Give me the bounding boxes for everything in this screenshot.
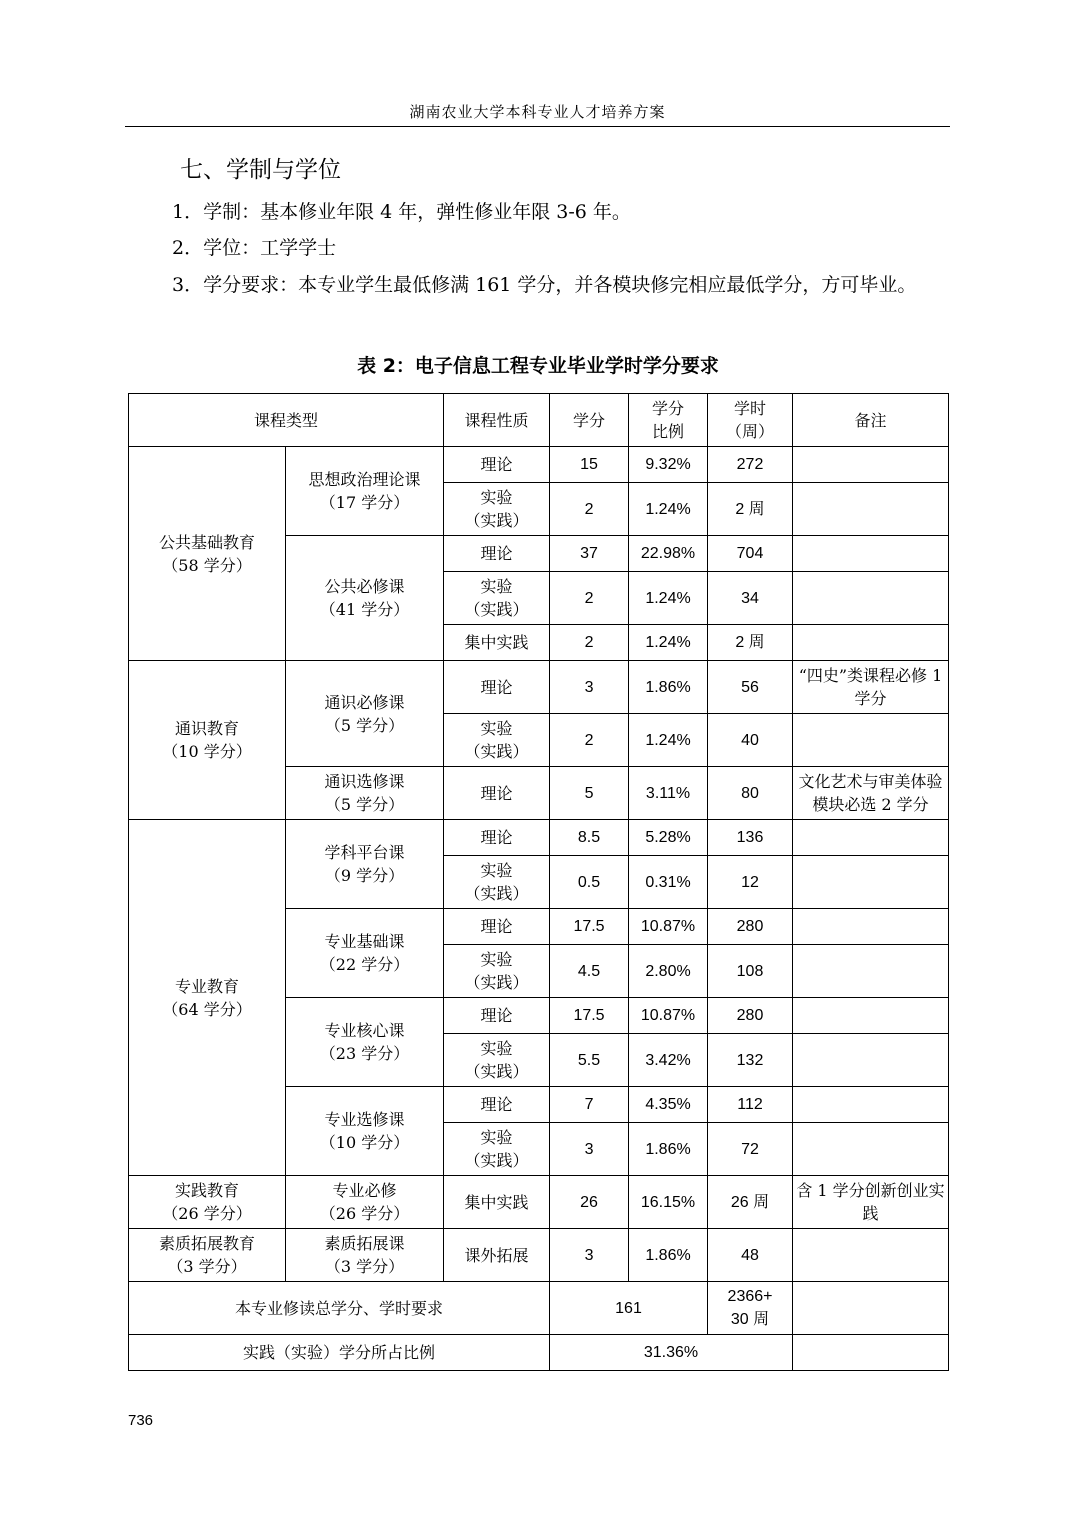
credit-cell: 17.5 bbox=[550, 998, 629, 1034]
note-cell bbox=[793, 1123, 949, 1176]
credit-cell: 3 bbox=[550, 661, 629, 714]
section-title: 七、学制与学位 bbox=[180, 157, 341, 183]
nature-cell: 理论 bbox=[444, 536, 550, 572]
hours-cell: 40 bbox=[708, 714, 793, 767]
credit-cell: 2 bbox=[550, 714, 629, 767]
ratio-cell: 1.24% bbox=[629, 483, 708, 536]
paragraph-degree: 2．学位：工学学士 bbox=[172, 237, 337, 259]
category-cell: 专业教育 （64 学分） bbox=[129, 820, 286, 1176]
ratio-cell: 10.87% bbox=[629, 998, 708, 1034]
note-cell bbox=[793, 998, 949, 1034]
ratio-cell: 9.32% bbox=[629, 447, 708, 483]
table-row bbox=[129, 1229, 949, 1282]
running-header: 湖南农业大学本科专业人才培养方案 bbox=[125, 98, 950, 127]
note-cell bbox=[793, 714, 949, 767]
note-cell bbox=[793, 820, 949, 856]
total-label: 本专业修读总学分、学时要求 bbox=[129, 1282, 550, 1335]
note-cell bbox=[793, 625, 949, 661]
ratio-cell: 2.80% bbox=[629, 945, 708, 998]
note-cell bbox=[793, 1335, 949, 1371]
ratio-cell: 1.86% bbox=[629, 1229, 708, 1282]
practice-ratio-label: 实践（实验）学分所占比例 bbox=[129, 1335, 550, 1371]
nature-cell: 实验 （实践） bbox=[444, 483, 550, 536]
hours-cell: 12 bbox=[708, 856, 793, 909]
table-row bbox=[129, 447, 949, 483]
credit-cell: 2 bbox=[550, 572, 629, 625]
hours-cell: 80 bbox=[708, 767, 793, 820]
nature-cell: 理论 bbox=[444, 909, 550, 945]
nature-cell: 实验 （实践） bbox=[444, 714, 550, 767]
note-cell: “四史”类课程必修 1 学分 bbox=[793, 661, 949, 714]
ratio-cell: 22.98% bbox=[629, 536, 708, 572]
note-cell: 文化艺术与审美体验模块必选 2 学分 bbox=[793, 767, 949, 820]
credit-cell: 7 bbox=[550, 1087, 629, 1123]
ratio-cell: 1.24% bbox=[629, 625, 708, 661]
table-header-row bbox=[129, 394, 949, 447]
subcategory-cell: 通识选修课 （5 学分） bbox=[286, 767, 444, 820]
note-cell: 含 1 学分创新创业实践 bbox=[793, 1176, 949, 1229]
credit-cell: 8.5 bbox=[550, 820, 629, 856]
ratio-cell: 5.28% bbox=[629, 820, 708, 856]
total-hours: 2366+ 30 周 bbox=[708, 1282, 793, 1335]
subcategory-cell: 专业选修课 （10 学分） bbox=[286, 1087, 444, 1176]
header-note: 备注 bbox=[793, 394, 949, 447]
hours-cell: 72 bbox=[708, 1123, 793, 1176]
hours-cell: 272 bbox=[708, 447, 793, 483]
nature-cell: 理论 bbox=[444, 1087, 550, 1123]
note-cell bbox=[793, 483, 949, 536]
nature-cell: 集中实践 bbox=[444, 1176, 550, 1229]
header-course-nature: 课程性质 bbox=[444, 394, 550, 447]
hours-cell: 280 bbox=[708, 909, 793, 945]
subcategory-cell: 专业基础课 （22 学分） bbox=[286, 909, 444, 998]
ratio-cell: 1.24% bbox=[629, 572, 708, 625]
credit-cell: 2 bbox=[550, 483, 629, 536]
practice-ratio-value: 31.36% bbox=[550, 1335, 793, 1371]
hours-cell: 56 bbox=[708, 661, 793, 714]
nature-cell: 集中实践 bbox=[444, 625, 550, 661]
nature-cell: 理论 bbox=[444, 820, 550, 856]
ratio-cell: 10.87% bbox=[629, 909, 708, 945]
note-cell bbox=[793, 536, 949, 572]
header-credit-ratio: 学分 比例 bbox=[629, 394, 708, 447]
table-caption: 表 2：电子信息工程专业毕业学时学分要求 bbox=[357, 355, 719, 377]
hours-cell: 112 bbox=[708, 1087, 793, 1123]
paragraph-schooling: 1．学制：基本修业年限 4 年，弹性修业年限 3-6 年。 bbox=[172, 201, 631, 223]
hours-cell: 132 bbox=[708, 1034, 793, 1087]
category-cell: 公共基础教育 （58 学分） bbox=[129, 447, 286, 661]
table-row bbox=[129, 820, 949, 856]
credit-cell: 26 bbox=[550, 1176, 629, 1229]
note-cell bbox=[793, 1087, 949, 1123]
credit-cell: 2 bbox=[550, 625, 629, 661]
hours-cell: 26 周 bbox=[708, 1176, 793, 1229]
subcategory-cell: 素质拓展课 （3 学分） bbox=[286, 1229, 444, 1282]
ratio-cell: 1.24% bbox=[629, 714, 708, 767]
nature-cell: 实验 （实践） bbox=[444, 856, 550, 909]
credit-cell: 37 bbox=[550, 536, 629, 572]
credit-cell: 5.5 bbox=[550, 1034, 629, 1087]
hours-cell: 34 bbox=[708, 572, 793, 625]
category-cell: 实践教育 （26 学分） bbox=[129, 1176, 286, 1229]
subcategory-cell: 思想政治理论课 （17 学分） bbox=[286, 447, 444, 536]
ratio-cell: 16.15% bbox=[629, 1176, 708, 1229]
hours-cell: 136 bbox=[708, 820, 793, 856]
credit-cell: 17.5 bbox=[550, 909, 629, 945]
hours-cell: 704 bbox=[708, 536, 793, 572]
table-row bbox=[129, 661, 949, 714]
subcategory-cell: 专业核心课 （23 学分） bbox=[286, 998, 444, 1087]
hours-cell: 280 bbox=[708, 998, 793, 1034]
subcategory-cell: 专业必修 （26 学分） bbox=[286, 1176, 444, 1229]
subcategory-cell: 学科平台课 （9 学分） bbox=[286, 820, 444, 909]
nature-cell: 实验 （实践） bbox=[444, 572, 550, 625]
note-cell bbox=[793, 447, 949, 483]
note-cell bbox=[793, 572, 949, 625]
subcategory-cell: 通识必修课 （5 学分） bbox=[286, 661, 444, 767]
credit-cell: 0.5 bbox=[550, 856, 629, 909]
total-row bbox=[129, 1282, 949, 1335]
nature-cell: 理论 bbox=[444, 998, 550, 1034]
nature-cell: 实验 （实践） bbox=[444, 1034, 550, 1087]
subcategory-cell: 公共必修课 （41 学分） bbox=[286, 536, 444, 661]
hours-cell: 48 bbox=[708, 1229, 793, 1282]
ratio-cell: 1.86% bbox=[629, 661, 708, 714]
ratio-cell: 0.31% bbox=[629, 856, 708, 909]
hours-cell: 108 bbox=[708, 945, 793, 998]
hours-cell: 2 周 bbox=[708, 625, 793, 661]
ratio-cell: 1.86% bbox=[629, 1123, 708, 1176]
paragraph-credit-requirement: 3．学分要求：本专业学生最低修满 161 学分，并各模块修完相应最低学分，方可毕业。 bbox=[172, 274, 917, 296]
credit-cell: 3 bbox=[550, 1229, 629, 1282]
total-credit: 161 bbox=[550, 1282, 708, 1335]
credit-requirements-table bbox=[128, 393, 949, 1371]
note-cell bbox=[793, 945, 949, 998]
nature-cell: 实验 （实践） bbox=[444, 1123, 550, 1176]
nature-cell: 课外拓展 bbox=[444, 1229, 550, 1282]
note-cell bbox=[793, 1034, 949, 1087]
table-row bbox=[129, 1176, 949, 1229]
nature-cell: 理论 bbox=[444, 661, 550, 714]
ratio-cell: 3.42% bbox=[629, 1034, 708, 1087]
nature-cell: 理论 bbox=[444, 447, 550, 483]
header-credit: 学分 bbox=[550, 394, 629, 447]
credit-cell: 3 bbox=[550, 1123, 629, 1176]
header-course-type: 课程类型 bbox=[129, 394, 444, 447]
note-cell bbox=[793, 856, 949, 909]
nature-cell: 理论 bbox=[444, 767, 550, 820]
page-number: 736 bbox=[128, 1412, 154, 1429]
category-cell: 素质拓展教育 （3 学分） bbox=[129, 1229, 286, 1282]
header-hours: 学时 （周） bbox=[708, 394, 793, 447]
note-cell bbox=[793, 909, 949, 945]
nature-cell: 实验 （实践） bbox=[444, 945, 550, 998]
category-cell: 通识教育 （10 学分） bbox=[129, 661, 286, 820]
note-cell bbox=[793, 1282, 949, 1335]
credit-cell: 5 bbox=[550, 767, 629, 820]
ratio-cell: 3.11% bbox=[629, 767, 708, 820]
credit-cell: 15 bbox=[550, 447, 629, 483]
practice-ratio-row bbox=[129, 1335, 949, 1371]
note-cell bbox=[793, 1229, 949, 1282]
hours-cell: 2 周 bbox=[708, 483, 793, 536]
credit-cell: 4.5 bbox=[550, 945, 629, 998]
ratio-cell: 4.35% bbox=[629, 1087, 708, 1123]
